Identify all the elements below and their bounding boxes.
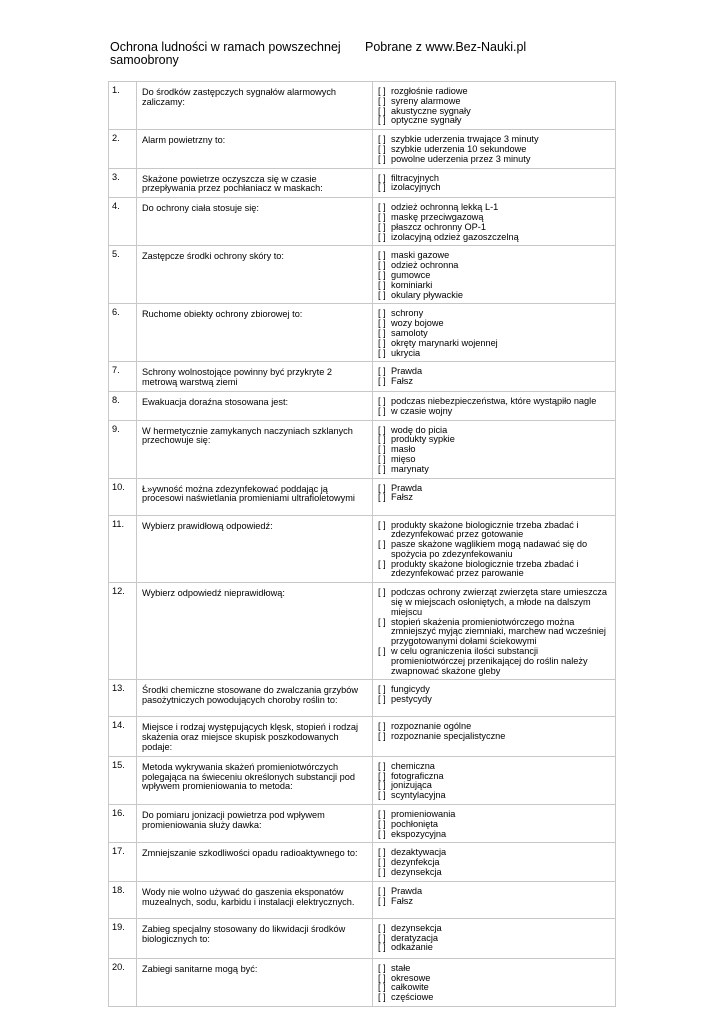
checkbox-brackets[interactable]: [ ] xyxy=(378,885,386,896)
question-text: Zastępcze środki ochrony skóry to: xyxy=(137,246,373,304)
checkbox-brackets[interactable]: [ ] xyxy=(378,318,386,329)
question-text: Alarm powietrzny to: xyxy=(137,130,373,168)
answer-option-label: marynaty xyxy=(391,463,429,474)
question-row xyxy=(109,583,616,680)
answer-option-label: dezynfekcja xyxy=(391,857,440,868)
checkbox-brackets[interactable]: [ ] xyxy=(378,731,386,742)
answer-option[interactable] xyxy=(378,647,612,676)
question-text: W hermetycznie zamykanych naczyniach szklanych przechowuje się: xyxy=(137,420,373,478)
answer-option-label: fungicydy xyxy=(391,684,430,695)
checkbox-brackets[interactable]: [ ] xyxy=(378,972,386,983)
question-text: Wybierz odpowiedź nieprawidłową: xyxy=(137,583,373,680)
checkbox-brackets[interactable]: [ ] xyxy=(378,694,386,705)
checkbox-brackets[interactable]: [ ] xyxy=(378,405,386,416)
checkbox-brackets[interactable]: [ ] xyxy=(378,86,386,96)
answer-option-label: filtracyjnych xyxy=(391,172,439,183)
answer-option[interactable] xyxy=(378,943,612,953)
answer-option-label: mięso xyxy=(391,453,416,464)
question-text: Zmniejszanie szkodliwości opadu radioaktywnego to: xyxy=(137,843,373,881)
checkbox-brackets[interactable]: [ ] xyxy=(378,780,386,791)
answer-option-label: izolacyjnych xyxy=(391,182,441,193)
question-number: 9. xyxy=(109,420,137,478)
question-row xyxy=(109,680,616,717)
answer-option-label: szybkie uderzenia trwające 3 minuty xyxy=(391,134,539,145)
checkbox-brackets[interactable]: [ ] xyxy=(378,143,386,154)
answer-option-label: schrony xyxy=(391,308,424,319)
answer-option-label: produkty skażone biologicznie trzeba zbadać i zdezynfekować przez gotowanie xyxy=(391,519,579,540)
answer-option[interactable] xyxy=(378,540,612,560)
answer-option-label: maski gazowe xyxy=(391,250,450,261)
answer-options xyxy=(373,198,616,246)
answer-option-label: częściowe xyxy=(391,992,434,1003)
question-number: 12. xyxy=(109,583,137,680)
answer-option-label: okulary pływackie xyxy=(391,289,463,300)
question-row xyxy=(109,304,616,362)
answer-option[interactable] xyxy=(378,887,612,897)
answer-option-label: stopień skażenia promieniotwórczego można zmniejszyć myjąc ziemniaki, marchew nad wcześniej przygotowanymi dołami ściekowymi xyxy=(391,616,606,647)
checkbox-brackets[interactable]: [ ] xyxy=(378,790,386,801)
checkbox-brackets[interactable]: [ ] xyxy=(378,684,386,695)
checkbox-brackets[interactable]: [ ] xyxy=(378,182,386,193)
question-text: Skażone powietrze oczyszcza się w czasie przepływania przez pochłaniacz w maskach: xyxy=(137,168,373,198)
question-number: 20. xyxy=(109,958,137,1006)
answer-options xyxy=(373,958,616,1006)
question-row xyxy=(109,756,616,804)
question-number: 4. xyxy=(109,198,137,246)
question-number: 10. xyxy=(109,478,137,515)
answer-option[interactable] xyxy=(378,465,612,475)
checkbox-brackets[interactable]: [ ] xyxy=(378,932,386,943)
answer-option-label: okręty marynarki wojennej xyxy=(391,337,498,348)
source-note: Pobrane z www.Bez-Nauki.pl xyxy=(365,40,527,54)
answer-option-label: podczas niebezpieczeństwa, które wystąpiło nagle xyxy=(391,395,597,406)
checkbox-brackets[interactable]: [ ] xyxy=(378,260,386,271)
question-row xyxy=(109,420,616,478)
question-row xyxy=(109,918,616,958)
checkbox-brackets[interactable]: [ ] xyxy=(378,221,386,232)
question-text: Schrony wolnostojące powinny być przykryte 2 metrową warstwą ziemi xyxy=(137,362,373,392)
checkbox-brackets[interactable]: [ ] xyxy=(378,818,386,829)
question-text: Zabiegi sanitarne mogą być: xyxy=(137,958,373,1006)
question-row xyxy=(109,198,616,246)
question-number: 6. xyxy=(109,304,137,362)
answer-option-label: w czasie wojny xyxy=(391,405,453,416)
checkbox-brackets[interactable]: [ ] xyxy=(378,482,386,493)
question-number: 16. xyxy=(109,805,137,843)
question-row xyxy=(109,82,616,130)
answer-option-label: maskę przeciwgazową xyxy=(391,211,484,222)
checkbox-brackets[interactable]: [ ] xyxy=(378,366,386,377)
checkbox-brackets[interactable]: [ ] xyxy=(378,558,386,569)
question-text: Ł»ywność można zdezynfekować poddając ją procesowi naświetlania promieniami ultrafioletowymi xyxy=(137,478,373,515)
checkbox-brackets[interactable]: [ ] xyxy=(378,337,386,348)
answer-option[interactable] xyxy=(378,521,612,541)
quiz-table xyxy=(108,81,616,1007)
checkbox-brackets[interactable]: [ ] xyxy=(378,434,386,445)
question-number: 1. xyxy=(109,82,137,130)
question-number: 7. xyxy=(109,362,137,392)
answer-option-label: optyczne sygnały xyxy=(391,115,462,126)
checkbox-brackets[interactable]: [ ] xyxy=(378,721,386,732)
checkbox-brackets[interactable]: [ ] xyxy=(378,153,386,164)
answer-options xyxy=(373,881,616,918)
checkbox-brackets[interactable]: [ ] xyxy=(378,172,386,183)
checkbox-brackets[interactable]: [ ] xyxy=(378,895,386,906)
answer-option-label: szybkie uderzenia 10 sekundowe xyxy=(391,143,527,154)
checkbox-brackets[interactable]: [ ] xyxy=(378,134,386,145)
answer-option-label: dezaktywacja xyxy=(391,847,447,858)
question-row xyxy=(109,843,616,881)
answer-option-label: Fałsz xyxy=(391,895,413,906)
answer-options xyxy=(373,843,616,881)
answer-option-label: kominiarki xyxy=(391,279,433,290)
quiz-body xyxy=(109,82,616,1007)
checkbox-brackets[interactable]: [ ] xyxy=(378,809,386,820)
checkbox-brackets[interactable]: [ ] xyxy=(378,231,386,242)
question-text: Do ochrony ciała stosuje się: xyxy=(137,198,373,246)
checkbox-brackets[interactable]: [ ] xyxy=(378,211,386,222)
question-number: 18. xyxy=(109,881,137,918)
answer-option-label: izolacyjną odzież gazoszczelną xyxy=(391,231,519,242)
question-text: Zabieg specjalny stosowany do likwidacji środków biologicznych to: xyxy=(137,918,373,958)
answer-option[interactable] xyxy=(378,377,612,387)
checkbox-brackets[interactable]: [ ] xyxy=(378,376,386,387)
answer-option[interactable] xyxy=(378,155,612,165)
checkbox-brackets[interactable]: [ ] xyxy=(378,992,386,1003)
question-row xyxy=(109,246,616,304)
answer-option-label: okresowe xyxy=(391,972,431,983)
checkbox-brackets[interactable]: [ ] xyxy=(378,289,386,300)
checkbox-brackets[interactable]: [ ] xyxy=(378,115,386,126)
answer-options xyxy=(373,478,616,515)
answer-option[interactable] xyxy=(378,493,612,503)
checkbox-brackets[interactable]: [ ] xyxy=(378,95,386,106)
checkbox-brackets[interactable]: [ ] xyxy=(378,962,386,973)
answer-option-label: masło xyxy=(391,444,416,455)
answer-option-label: ukrycia xyxy=(391,347,421,358)
answer-option[interactable] xyxy=(378,732,612,742)
checkbox-brackets[interactable]: [ ] xyxy=(378,395,386,406)
document-title: Ochrona ludności w ramach powszechnej samoobrony xyxy=(110,40,341,67)
question-text: Wybierz prawidłową odpowiedź: xyxy=(137,515,373,583)
checkbox-brackets[interactable]: [ ] xyxy=(378,105,386,116)
answer-option[interactable] xyxy=(378,407,612,417)
question-number: 13. xyxy=(109,680,137,717)
answer-option-label: akustyczne sygnały xyxy=(391,105,471,116)
answer-options xyxy=(373,805,616,843)
question-text: Miejsce i rodzaj występujących klęsk, stopień i rodzaj skażenia oraz miejsce skupisk poszkodowanych podaje: xyxy=(137,717,373,756)
answer-option[interactable] xyxy=(378,233,612,243)
answer-option-label: pochłonięta xyxy=(391,818,438,829)
answer-option[interactable] xyxy=(378,618,612,647)
answer-option-label: całkowite xyxy=(391,982,429,993)
answer-option-label: scyntylacyjna xyxy=(391,790,446,801)
checkbox-brackets[interactable]: [ ] xyxy=(378,847,386,858)
answer-option[interactable] xyxy=(378,484,612,494)
answer-option-label: promieniowania xyxy=(391,809,456,820)
checkbox-brackets[interactable]: [ ] xyxy=(378,269,386,280)
answer-option-label: odzież ochronna xyxy=(391,260,459,271)
answer-option-label: rozpoznanie specjalistyczne xyxy=(391,731,506,742)
checkbox-brackets[interactable]: [ ] xyxy=(378,587,386,598)
question-number: 11. xyxy=(109,515,137,583)
answer-options xyxy=(373,362,616,392)
answer-option-label: jonizująca xyxy=(391,780,432,791)
checkbox-brackets[interactable]: [ ] xyxy=(378,453,386,464)
question-text: Do pomiaru jonizacji powietrza pod wpływem promieniowania służy dawka: xyxy=(137,805,373,843)
answer-option-label: wozy bojowe xyxy=(391,318,444,329)
answer-option[interactable] xyxy=(378,116,612,126)
question-number: 3. xyxy=(109,168,137,198)
answer-option[interactable] xyxy=(378,560,612,580)
answer-options xyxy=(373,420,616,478)
answer-option[interactable] xyxy=(378,695,612,705)
checkbox-brackets[interactable]: [ ] xyxy=(378,463,386,474)
question-number: 5. xyxy=(109,246,137,304)
answer-option-label: deratyzacja xyxy=(391,932,438,943)
answer-option[interactable] xyxy=(378,291,612,301)
answer-option[interactable] xyxy=(378,367,612,377)
answer-option-label: ekspozycyjna xyxy=(391,828,447,839)
checkbox-brackets[interactable]: [ ] xyxy=(378,760,386,771)
answer-options xyxy=(373,304,616,362)
checkbox-brackets[interactable]: [ ] xyxy=(378,492,386,503)
checkbox-brackets[interactable]: [ ] xyxy=(378,519,386,530)
question-number: 14. xyxy=(109,717,137,756)
checkbox-brackets[interactable]: [ ] xyxy=(378,424,386,435)
answer-options xyxy=(373,168,616,198)
answer-option[interactable] xyxy=(378,897,612,907)
answer-options xyxy=(373,391,616,420)
answer-option[interactable] xyxy=(378,868,612,878)
question-number: 15. xyxy=(109,756,137,804)
answer-options xyxy=(373,680,616,717)
question-number: 19. xyxy=(109,918,137,958)
answer-option-label: pasze skażone wąglikiem mogą nadawać się do spożycia po zdezynfekowaniu xyxy=(391,539,588,559)
checkbox-brackets[interactable]: [ ] xyxy=(378,770,386,781)
question-row xyxy=(109,958,616,1006)
answer-option-label: fotograficzna xyxy=(391,770,444,781)
checkbox-brackets[interactable]: [ ] xyxy=(378,347,386,358)
answer-option[interactable] xyxy=(378,588,612,617)
question-row xyxy=(109,391,616,420)
answer-option[interactable] xyxy=(378,993,612,1003)
answer-option-label: gumowce xyxy=(391,269,431,280)
answer-option-label: Fałsz xyxy=(391,492,413,503)
answer-option-label: w celu ograniczenia ilości substancji promieniotwórczej przenikającej do roślin należy zwapnować skażone gleby xyxy=(391,646,588,676)
question-row xyxy=(109,130,616,168)
checkbox-brackets[interactable]: [ ] xyxy=(378,616,386,627)
question-number: 17. xyxy=(109,843,137,881)
answer-options xyxy=(373,717,616,756)
answer-option-label: Prawda xyxy=(391,885,423,896)
question-row xyxy=(109,168,616,198)
checkbox-brackets[interactable]: [ ] xyxy=(378,202,386,213)
checkbox-brackets[interactable]: [ ] xyxy=(378,982,386,993)
answer-option[interactable] xyxy=(378,791,612,801)
answer-options xyxy=(373,756,616,804)
checkbox-brackets[interactable]: [ ] xyxy=(378,942,386,953)
question-row xyxy=(109,805,616,843)
answer-option-label: podczas ochrony zwierząt zwierzęta stare umieszcza się w miejscach osłoniętych, a młode na dalszym miejscu xyxy=(391,587,607,617)
answer-option-label: stałe xyxy=(391,962,411,973)
answer-options xyxy=(373,918,616,958)
answer-options xyxy=(373,130,616,168)
answer-option-label: rozgłośnie radiowe xyxy=(391,86,468,96)
answer-option-label: Fałsz xyxy=(391,376,413,387)
answer-option[interactable] xyxy=(378,830,612,840)
answer-option-label: produkty skażone biologicznie trzeba zbadać i zdezynfekować przez parowanie xyxy=(391,558,579,579)
question-text: Do środków zastępczych sygnałów alarmowych zaliczamy: xyxy=(137,82,373,130)
answer-option-label: produkty sypkie xyxy=(391,434,455,445)
answer-option-label: pestycydy xyxy=(391,694,432,705)
answer-option[interactable] xyxy=(378,349,612,359)
checkbox-brackets[interactable]: [ ] xyxy=(378,828,386,839)
checkbox-brackets[interactable]: [ ] xyxy=(378,857,386,868)
question-row xyxy=(109,515,616,583)
answer-option-label: Prawda xyxy=(391,366,423,377)
answer-option-label: odzież ochronną lekką L-1 xyxy=(391,202,499,213)
answer-option[interactable] xyxy=(378,183,612,193)
checkbox-brackets[interactable]: [ ] xyxy=(378,922,386,933)
answer-options xyxy=(373,246,616,304)
answer-option-label: samoloty xyxy=(391,327,428,338)
question-row xyxy=(109,881,616,918)
answer-option-label: rozpoznanie ogólne xyxy=(391,721,472,732)
answer-option-label: dezynsekcja xyxy=(391,867,442,878)
question-text: Ruchome obiekty ochrony zbiorowej to: xyxy=(137,304,373,362)
checkbox-brackets[interactable]: [ ] xyxy=(378,867,386,878)
question-text: Ewakuacja doraźna stosowana jest: xyxy=(137,391,373,420)
question-row xyxy=(109,362,616,392)
checkbox-brackets[interactable]: [ ] xyxy=(378,646,386,657)
question-row xyxy=(109,478,616,515)
checkbox-brackets[interactable]: [ ] xyxy=(378,539,386,550)
answer-options xyxy=(373,82,616,130)
answer-option-label: płaszcz ochronny OP-1 xyxy=(391,221,486,232)
question-number: 2. xyxy=(109,130,137,168)
checkbox-brackets[interactable]: [ ] xyxy=(378,250,386,261)
checkbox-brackets[interactable]: [ ] xyxy=(378,308,386,319)
question-text: Wody nie wolno używać do gaszenia eksponatów muzealnych, sodu, karbidu i instalacji elektrycznych. xyxy=(137,881,373,918)
checkbox-brackets[interactable]: [ ] xyxy=(378,279,386,290)
question-text: Środki chemiczne stosowane do zwalczania grzybów pasożytniczych powodujących choroby roślin to: xyxy=(137,680,373,717)
answer-options xyxy=(373,515,616,583)
question-row xyxy=(109,717,616,756)
answer-option-label: chemiczna xyxy=(391,760,435,771)
question-number: 8. xyxy=(109,391,137,420)
answer-option-label: syreny alarmowe xyxy=(391,95,461,106)
answer-option-label: wodę do picia xyxy=(391,424,448,435)
answer-options xyxy=(373,583,616,680)
checkbox-brackets[interactable]: [ ] xyxy=(378,444,386,455)
answer-option-label: Prawda xyxy=(391,482,423,493)
answer-option-label: odkażanie xyxy=(391,942,433,953)
question-text: Metoda wykrywania skażeń promieniotwórczych polegająca na świeceniu określonych substancji pod wpływem promieniowania to metoda: xyxy=(137,756,373,804)
answer-option-label: powolne uderzenia przez 3 minuty xyxy=(391,153,531,164)
answer-option-label: dezynsekcja xyxy=(391,922,442,933)
checkbox-brackets[interactable]: [ ] xyxy=(378,327,386,338)
